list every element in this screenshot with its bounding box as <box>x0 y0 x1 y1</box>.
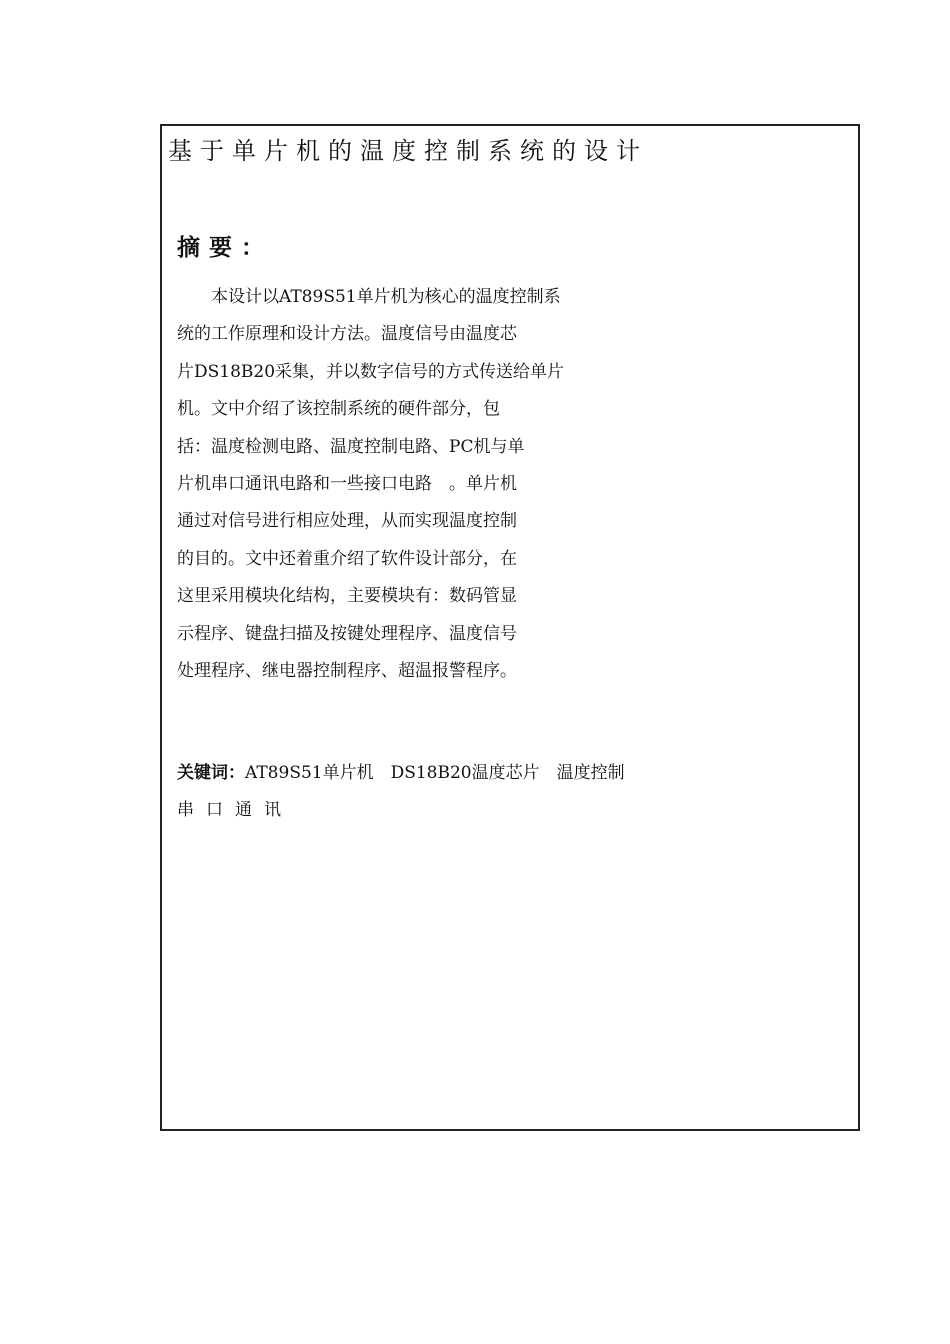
abstract-line: 示程序、键盘扫描及按键处理程序、温度信号 <box>177 623 517 644</box>
keywords-block <box>177 755 839 830</box>
abstract-line: 片DS18B20采集，并以数字信号的方式传送给单片 <box>177 361 565 382</box>
keywords-line <box>177 755 839 792</box>
abstract-line: 处理程序、继电器控制程序、超温报警程序。 <box>177 660 517 681</box>
abstract-line: 机。文中介绍了该控制系统的硬件部分，包 <box>177 399 500 420</box>
keywords-label: 关键词： <box>177 763 245 783</box>
abstract-body <box>177 279 839 690</box>
abstract-line: 片机串口通讯电路和一些接口电路 。单片机 <box>177 473 517 494</box>
keywords-text: AT89S51单片机 DS18B20温度芯片 温度控制 <box>245 763 625 783</box>
abstract-line: 的目的。文中还着重介绍了软件设计部分，在 <box>177 548 517 569</box>
abstract-heading: 摘要： <box>177 235 273 261</box>
abstract-line: 本设计以AT89S51单片机为核心的温度控制系 <box>177 287 561 307</box>
abstract-line: 括：温度检测电路、温度控制电路、PC机与单 <box>177 436 525 457</box>
keywords-line-2: 串口通讯 <box>177 800 293 821</box>
abstract-line: 统的工作原理和设计方法。温度信号由温度芯 <box>177 324 517 345</box>
abstract-line: 通过对信号进行相应处理，从而实现温度控制 <box>177 511 517 532</box>
document-title: 基于单片机的温度控制系统的设计 <box>168 137 648 165</box>
abstract-line: 这里采用模块化结构，主要模块有：数码管显 <box>177 586 517 607</box>
